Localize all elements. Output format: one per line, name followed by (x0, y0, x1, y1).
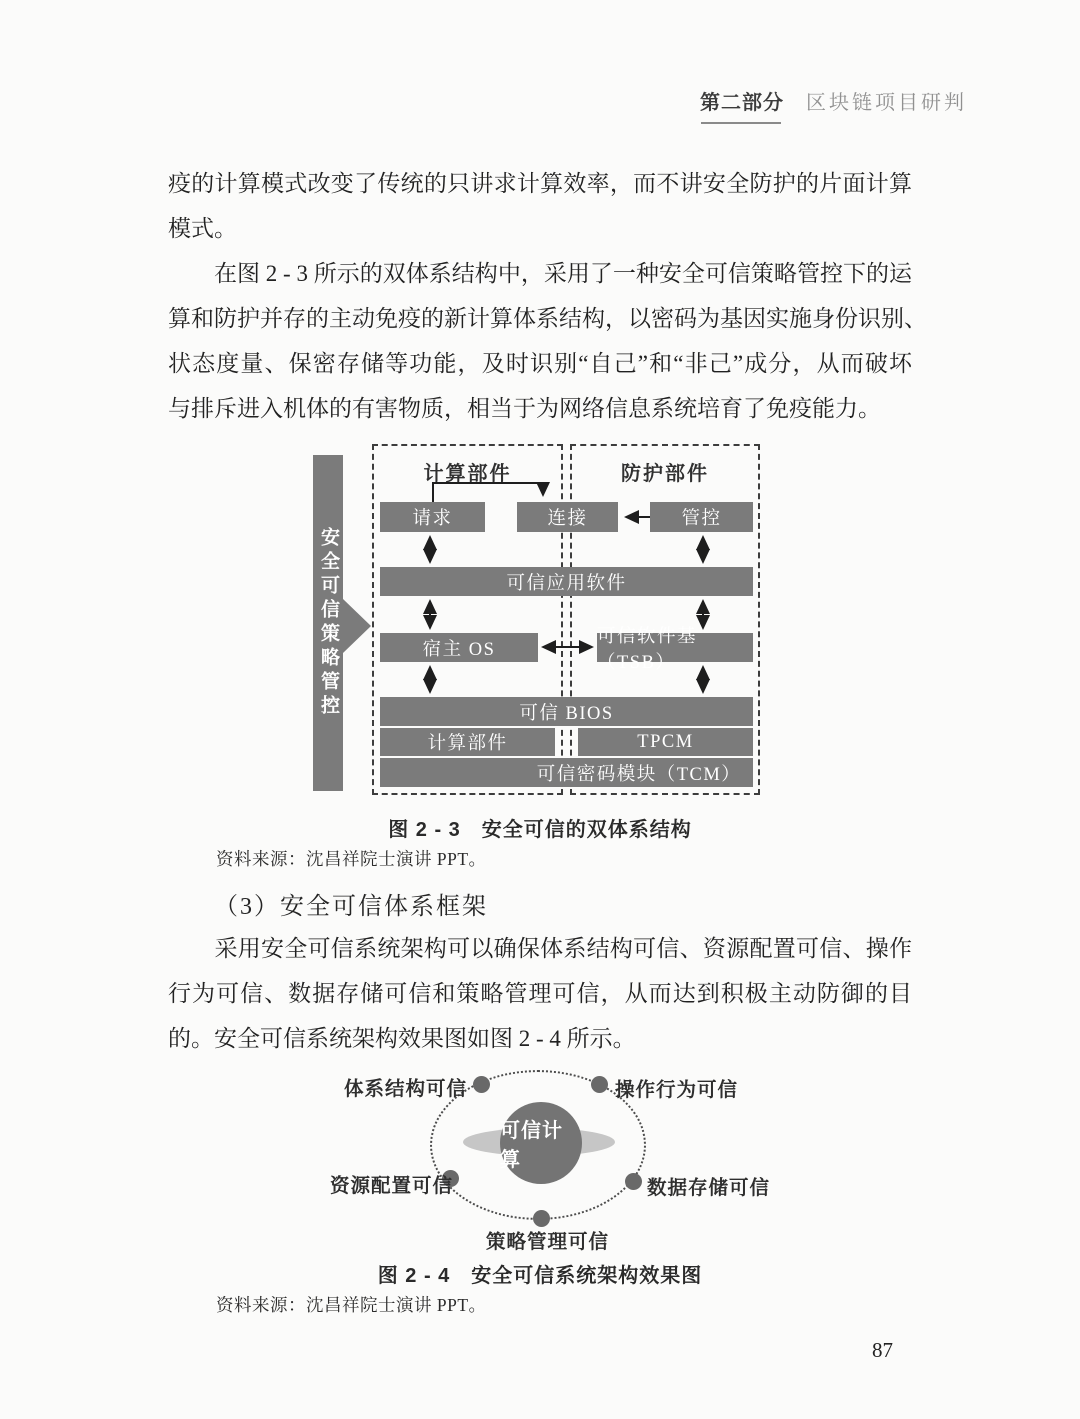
satellite-dot (473, 1076, 490, 1093)
figure-2-4-source: 资料来源：沈昌祥院士演讲 PPT。 (216, 1295, 487, 1315)
computing-part-title: 计算部件 (423, 463, 512, 485)
text-line: 的。安全可信系统架构效果图如图 2 - 4 所示。 (168, 1026, 636, 1051)
figure-2-4-diagram (300, 1060, 780, 1255)
satellite-label-storage: 数据存储可信 (647, 1178, 771, 1199)
box-control: 管控 (650, 502, 753, 532)
part-title: 区块链项目研判 (806, 92, 967, 114)
satellite-dot (625, 1173, 642, 1190)
paragraph-1 (168, 161, 912, 251)
text-line: 采用安全可信系统架构可以确保体系结构可信、资源配置可信、操作 (168, 936, 912, 961)
figure-2-3-caption: 图 2 - 3 安全可信的双体系结构 (388, 819, 692, 841)
part-label: 第二部分 (700, 86, 784, 124)
figure-2-3-source: 资料来源：沈昌祥院士演讲 PPT。 (216, 849, 487, 869)
satellite-label-policy: 策略管理可信 (486, 1232, 610, 1253)
figure-2-3-diagram (285, 440, 790, 800)
text-line: 算和防护并存的主动免疫的新计算体系结构，以密码为基因实施身份识别、 (168, 306, 927, 331)
text-line: 行为可信、数据存储可信和策略管理可信，从而达到积极主动防御的目 (168, 981, 912, 1006)
security-policy-bar-label: 安全可信策略管控 (318, 527, 339, 719)
section-heading: （3）安全可信体系框架 (214, 894, 488, 920)
box-tcm: 可信密码模块（TCM） (380, 758, 753, 787)
text-line: 在图 2 - 3 所示的双体系结构中，采用了一种安全可信策略管控下的运 (168, 261, 912, 286)
text-line: 状态度量、保密存储等功能，及时识别“自己”和“非己”成分，从而破坏 (168, 351, 912, 376)
satellite-label-operation: 操作行为可信 (615, 1080, 739, 1101)
box-trusted-app: 可信应用软件 (380, 567, 753, 596)
box-tpcm: TPCM (578, 728, 753, 756)
diagram-arrows (285, 440, 790, 800)
satellite-dot (533, 1210, 550, 1227)
trusted-computing-core (500, 1102, 582, 1184)
text-line: 疫的计算模式改变了传统的只讲求计算效率，而不讲安全防护的片面计算 (168, 171, 912, 196)
box-connect: 连接 (517, 502, 618, 532)
satellite-dot (591, 1076, 608, 1093)
page-number: 87 (872, 1338, 893, 1362)
box-compute-part: 计算部件 (380, 728, 555, 756)
satellite-label-resource: 资源配置可信 (330, 1176, 454, 1197)
running-head (700, 86, 967, 124)
text-line: 模式。 (168, 216, 237, 241)
trusted-computing-label: 可信计算 (500, 1120, 563, 1171)
text-line: 与排斥进入机体的有害物质，相当于为网络信息系统培育了免疫能力。 (168, 396, 881, 421)
paragraph-3 (168, 926, 912, 1061)
protection-part-title: 防护部件 (621, 463, 709, 485)
box-trusted-bios: 可信 BIOS (380, 697, 753, 726)
figure-2-4-caption: 图 2 - 4 安全可信系统架构效果图 (377, 1265, 703, 1287)
paragraph-2 (168, 251, 927, 431)
box-tsb: 可信软件基（TSB） (597, 633, 753, 662)
box-host-os: 宿主 OS (380, 633, 538, 662)
satellite-label-architecture: 体系结构可信 (343, 1079, 467, 1100)
box-request: 请求 (380, 502, 485, 532)
